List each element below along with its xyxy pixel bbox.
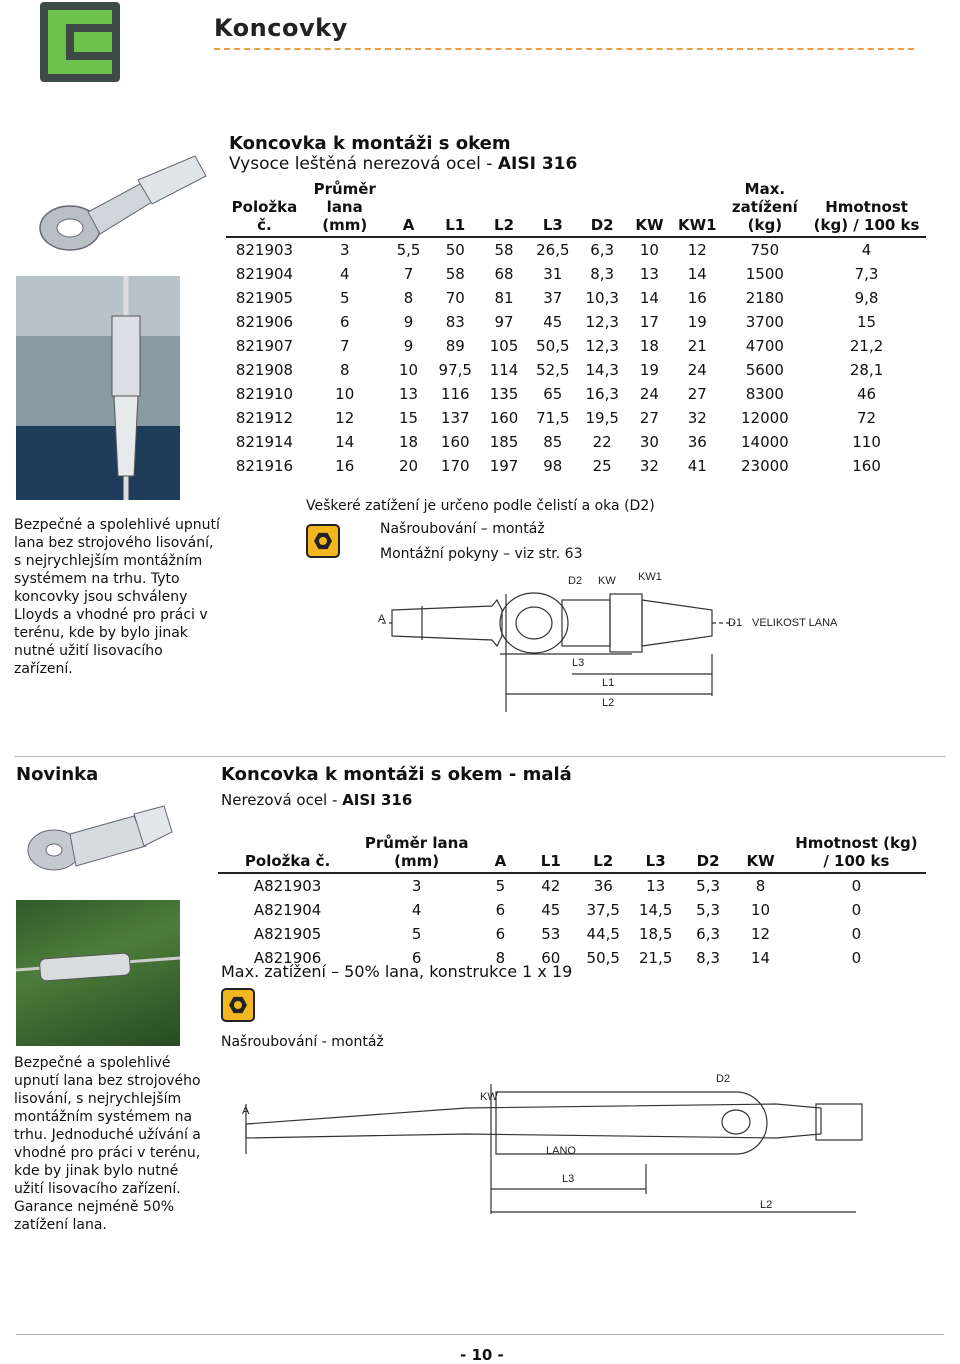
table-cell: 4 [339, 265, 350, 283]
table-cell: 6 [495, 901, 506, 919]
eye-terminal-photo [20, 150, 210, 260]
column-header: Průměr lana (mm) [357, 834, 476, 873]
table-cell: 50 [445, 241, 465, 259]
table-cell: 72 [857, 409, 877, 427]
section1-description: Bezpečné a spolehlivé upnutí lana bez strojového lisování, s nejrychlejším montážním systémem na trhu. Tyto koncovky jsou schváleny Lloyds a vhodné pro práci v terénu, kde by bylo jinak nutné užití lisovacího zařízení. [14, 517, 220, 677]
dim2-l3-label: L3 [562, 1173, 575, 1185]
table-row [218, 898, 926, 922]
dim-d1-label: D1 [728, 617, 743, 629]
table-cell: 821916 [235, 457, 294, 475]
table-cell: 5600 [745, 361, 784, 379]
column-header: Hmotnost (kg) / 100 ks [787, 834, 926, 873]
table-row [226, 382, 926, 406]
table-row [226, 358, 926, 382]
section2-table [218, 834, 926, 970]
dim-l2-label: L2 [602, 697, 615, 709]
dim2-kw-label: KW [480, 1091, 498, 1103]
table-cell: 5,3 [696, 901, 721, 919]
table-cell: 7 [403, 265, 414, 283]
table-cell: 25 [592, 457, 612, 475]
table-cell: 9 [403, 313, 414, 331]
table-cell: 6 [411, 949, 422, 967]
table-cell: 15 [398, 409, 419, 427]
table-cell: 24 [687, 361, 707, 379]
table-cell: 8,3 [590, 265, 615, 283]
column-header: Položka č. [218, 834, 357, 873]
column-header: A [387, 180, 431, 237]
table-cell: 0 [851, 949, 862, 967]
table-cell: 45 [543, 313, 563, 331]
table-row [226, 286, 926, 310]
table-cell: 10 [335, 385, 355, 403]
table-cell: 27 [687, 385, 707, 403]
table-cell: 14000 [741, 433, 789, 451]
table-cell: 5 [495, 877, 506, 895]
table-cell: 14 [639, 289, 659, 307]
new-badge: Novinka [16, 764, 99, 785]
table-cell: 5 [411, 925, 422, 943]
table-cell: 71,5 [536, 409, 570, 427]
table-cell: 4700 [745, 337, 784, 355]
table-cell: A821904 [253, 901, 322, 919]
dim-l1-label: L1 [602, 677, 615, 689]
rope-size-label: VELIKOST LANA [752, 617, 838, 629]
rope-label: LANO [546, 1145, 576, 1157]
table-cell: 18 [398, 433, 419, 451]
table-cell: 31 [543, 265, 563, 283]
table-cell: 41 [687, 457, 707, 475]
table-cell: 58 [445, 265, 465, 283]
table-cell: 114 [489, 361, 519, 379]
table-cell: 3 [411, 877, 422, 895]
table-cell: 8300 [745, 385, 784, 403]
table-cell: 21,5 [638, 949, 673, 967]
table-cell: 14 [687, 265, 707, 283]
table-cell: 18,5 [638, 925, 673, 943]
table-cell: 8,3 [696, 949, 721, 967]
assembly-label-small: Našroubování - montáž [221, 1034, 384, 1050]
column-header: KW [627, 180, 672, 237]
table-cell: 14 [335, 433, 355, 451]
table-cell: 4 [861, 241, 872, 259]
section2-description: Bezpečné a spolehlivé upnutí lana bez strojového lisování, s nejrychlejším montážním systémem na trhu. Jednoduché užívání a vhodné pro práci v terénu, kde by jinak bylo nutné užití lisovacího zařízení. Garance nejméně 50% zatížení lana. [14, 1055, 201, 1233]
table-cell: 4 [411, 901, 422, 919]
column-header: D2 [682, 834, 734, 873]
table-cell: 9,8 [854, 289, 879, 307]
column-header: Průměr lana (mm) [303, 180, 387, 237]
table-cell: 65 [543, 385, 563, 403]
table-cell: 36 [687, 433, 707, 451]
table-cell: 160 [440, 433, 470, 451]
table-cell: 12 [687, 241, 707, 259]
column-header: Položka č. [226, 180, 303, 237]
table-cell: 1500 [745, 265, 784, 283]
table-cell: 17 [639, 313, 659, 331]
dim-a-label: A [378, 613, 386, 625]
table-cell: 60 [541, 949, 561, 967]
table-cell: 32 [687, 409, 707, 427]
table-cell: 12 [335, 409, 355, 427]
section1-technical-drawing [362, 566, 862, 716]
column-header: KW [734, 834, 786, 873]
table-cell: 83 [445, 313, 465, 331]
table-cell: 13 [646, 877, 666, 895]
table-cell: 185 [489, 433, 519, 451]
table-row [226, 406, 926, 430]
section1-title: Koncovka k montáži s okem [229, 133, 511, 154]
table-row [226, 430, 926, 454]
table-cell: 14,5 [638, 901, 673, 919]
dim-kw-label: KW [598, 575, 616, 587]
table-cell: 89 [445, 337, 465, 355]
table-cell: 6,3 [696, 925, 721, 943]
table-cell: 42 [541, 877, 561, 895]
table-cell: 750 [750, 241, 780, 259]
table-cell: 12000 [741, 409, 789, 427]
table-cell: 20 [398, 457, 419, 475]
table-cell: 45 [541, 901, 561, 919]
table-cell: 28,1 [849, 361, 884, 379]
table-cell: 19 [639, 361, 659, 379]
table-cell: 37,5 [586, 901, 620, 919]
table-cell: 37 [543, 289, 563, 307]
table-cell: 68 [494, 265, 514, 283]
table-cell: 7,3 [854, 265, 879, 283]
table-cell: 13 [398, 385, 419, 403]
table-cell: 5 [339, 289, 350, 307]
table-cell: 821912 [235, 409, 294, 427]
table-cell: 7 [339, 337, 350, 355]
table-cell: 137 [440, 409, 470, 427]
table-cell: 12,3 [585, 313, 619, 331]
table-cell: 18 [639, 337, 659, 355]
table-cell: A821906 [253, 949, 322, 967]
table-cell: 16 [687, 289, 707, 307]
table-row [226, 454, 926, 478]
table-cell: 821908 [235, 361, 294, 379]
table-cell: 821910 [235, 385, 294, 403]
column-header: L3 [528, 180, 577, 237]
table-row [218, 922, 926, 946]
table-cell: 10 [751, 901, 771, 919]
table-cell: 105 [489, 337, 519, 355]
table-cell: 23000 [741, 457, 789, 475]
small-eye-terminal-photo [14, 800, 184, 880]
assembly-nut-icon [306, 524, 340, 558]
table-cell: 9 [403, 337, 414, 355]
table-cell: 30 [639, 433, 659, 451]
table-cell: 70 [445, 289, 465, 307]
footer-divider [16, 1334, 944, 1335]
table-cell: 6 [495, 925, 506, 943]
table-cell: 0 [851, 901, 862, 919]
table-cell: 197 [489, 457, 519, 475]
table-cell: 8 [495, 949, 506, 967]
table-cell: 13 [639, 265, 659, 283]
table-row [226, 310, 926, 334]
assembly-label: Našroubování – montáž [380, 521, 545, 537]
table-cell: 5,3 [696, 877, 721, 895]
table-cell: 26,5 [536, 241, 570, 259]
title-divider [214, 48, 914, 50]
column-header: L1 [431, 180, 480, 237]
table-cell: 81 [494, 289, 514, 307]
table-cell: 44,5 [586, 925, 620, 943]
table-cell: 0 [851, 925, 862, 943]
column-header: A [476, 834, 524, 873]
table-cell: 85 [543, 433, 563, 451]
table-cell: 97 [494, 313, 514, 331]
table-cell: 97,5 [438, 361, 472, 379]
table-cell: 0 [851, 877, 862, 895]
table-cell: 5,5 [396, 241, 421, 259]
assembly-nut-icon-small [221, 988, 255, 1022]
table-cell: 821903 [235, 241, 294, 259]
table-cell: 3 [339, 241, 350, 259]
column-header: L2 [577, 834, 629, 873]
table-cell: 14 [751, 949, 771, 967]
table-row [218, 873, 926, 898]
table-cell: 32 [639, 457, 659, 475]
table-cell: A821903 [253, 877, 322, 895]
table-cell: 50,5 [586, 949, 620, 967]
table-cell: 21,2 [849, 337, 884, 355]
table-cell: 24 [639, 385, 659, 403]
table-cell: 19,5 [585, 409, 619, 427]
installation-photo [16, 276, 180, 500]
dim2-l2-label: L2 [760, 1199, 773, 1211]
table-cell: 110 [852, 433, 881, 451]
table-row [226, 237, 926, 262]
table-row [226, 262, 926, 286]
page-title: Koncovky [214, 14, 348, 42]
table-cell: 821914 [235, 433, 294, 451]
column-header: D2 [578, 180, 627, 237]
dim-kw1-label: KW1 [638, 571, 662, 583]
section2-subtitle: Nerezová ocel - AISI 316 [221, 791, 413, 809]
table-cell: 58 [494, 241, 514, 259]
table-cell: A821905 [253, 925, 322, 943]
table-cell: 16,3 [585, 385, 619, 403]
brand-logo [40, 2, 120, 82]
table-cell: 50,5 [536, 337, 570, 355]
section1-subtitle: Vysoce leštěná nerezová ocel - AISI 316 [229, 154, 578, 174]
table-cell: 116 [440, 385, 470, 403]
table-cell: 8 [403, 289, 414, 307]
table-cell: 170 [440, 457, 470, 475]
dim2-d2-label: D2 [716, 1073, 731, 1085]
table-cell: 98 [543, 457, 563, 475]
table-header-row [226, 180, 926, 237]
table-cell: 36 [593, 877, 613, 895]
table-cell: 14,3 [585, 361, 619, 379]
table-cell: 821904 [235, 265, 294, 283]
table-cell: 160 [489, 409, 519, 427]
dim2-a-label: A [242, 1105, 250, 1117]
dim-d2-label: D2 [568, 575, 583, 587]
column-header: KW1 [672, 180, 723, 237]
table-cell: 3700 [745, 313, 784, 331]
column-header: Hmotnost (kg) / 100 ks [807, 180, 926, 237]
table-cell: 21 [687, 337, 707, 355]
table-cell: 6 [339, 313, 350, 331]
section1-table [226, 180, 926, 478]
table-cell: 2180 [745, 289, 784, 307]
page-number: - 10 - [460, 1346, 504, 1364]
table-cell: 15 [857, 313, 877, 331]
table-cell: 160 [852, 457, 881, 475]
table-cell: 12 [751, 925, 771, 943]
small-terminal-field-photo [16, 900, 180, 1046]
table-cell: 8 [339, 361, 350, 379]
table-header-row [218, 834, 926, 873]
table-cell: 27 [639, 409, 659, 427]
table-cell: 10,3 [585, 289, 619, 307]
table-cell: 16 [335, 457, 355, 475]
section2-technical-drawing [236, 1064, 876, 1224]
max-load-note: Max. zatížení – 50% lana, konstrukce 1 x 19 [221, 962, 573, 981]
table-cell: 821905 [235, 289, 294, 307]
table-cell: 10 [398, 361, 419, 379]
instructions-label: Montážní pokyny – viz str. 63 [380, 546, 583, 562]
table-cell: 10 [639, 241, 659, 259]
load-note: Veškeré zatížení je určeno podle čelistí a oka (D2) [306, 498, 655, 514]
table-cell: 19 [687, 313, 707, 331]
table-cell: 6,3 [590, 241, 615, 259]
table-cell: 821906 [235, 313, 294, 331]
column-header: Max. zatížení (kg) [723, 180, 808, 237]
column-header: L2 [480, 180, 528, 237]
table-cell: 135 [489, 385, 519, 403]
section2-title: Koncovka k montáži s okem - malá [221, 764, 572, 785]
section2-divider [14, 756, 946, 757]
table-cell: 821907 [235, 337, 294, 355]
table-cell: 52,5 [536, 361, 570, 379]
table-cell: 22 [592, 433, 612, 451]
table-cell: 8 [755, 877, 766, 895]
column-header: L1 [525, 834, 577, 873]
dim-l3-label: L3 [572, 657, 585, 669]
table-cell: 12,3 [585, 337, 619, 355]
column-header: L3 [629, 834, 681, 873]
table-cell: 46 [857, 385, 877, 403]
table-row [226, 334, 926, 358]
table-cell: 53 [541, 925, 561, 943]
